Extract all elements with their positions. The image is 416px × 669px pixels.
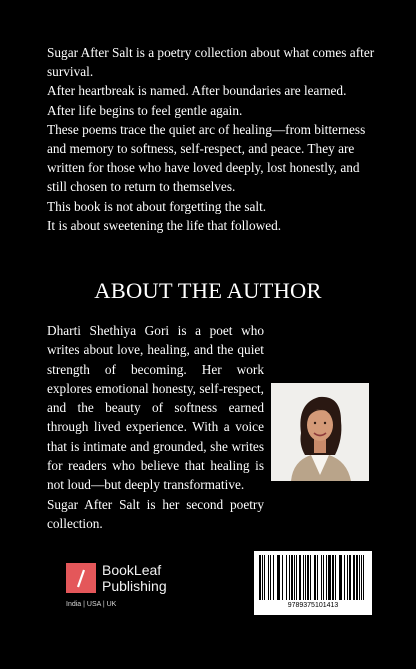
- bio-paragraph: Dharti Shethiya Gori is a poet who writes about love, healing, and the quiet strength of becoming. Her work explores emotional honesty, self-respect, and the beauty of softness earned through lived experience. With a voice that is intimate and grounded, she writes for readers who believe that healing is not loud—but deeply transformative.: [47, 323, 264, 493]
- publisher-name-second-line: Publishing: [102, 578, 167, 594]
- isbn-number: 9789375101413: [287, 602, 339, 609]
- blurb-line: After heartbreak is named. After boundaries are learned. After life begins to feel gentle again.: [47, 83, 347, 118]
- publisher-name: BookLeaf: [102, 562, 162, 578]
- author-portrait-illustration: [271, 383, 369, 481]
- back-cover-blurb: [47, 43, 377, 235]
- blurb-line: It is about sweetening the life that followed.: [47, 217, 282, 233]
- blurb-line: This book is not about forgetting the salt.: [47, 198, 267, 214]
- publisher-regions: India | USA | UK: [66, 601, 117, 608]
- author-bio: [47, 321, 264, 533]
- about-author-heading: ABOUT THE AUTHOR: [94, 278, 322, 303]
- blurb-line: These poems trace the quiet arc of healing—from bitterness and memory to softness, self-respect, and peace. They are written for those who have loved deeply, lost honestly, and still chosen to return to themselves.: [47, 121, 366, 195]
- bio-paragraph: Sugar After Salt is her second poetry collection.: [47, 496, 264, 531]
- blurb-line: Sugar After Salt is a poetry collection about what comes after survival.: [47, 45, 375, 80]
- isbn-barcode: [254, 551, 372, 615]
- publisher-slash-icon: [66, 563, 96, 593]
- publisher-logo: [66, 563, 186, 623]
- author-photo: [271, 383, 369, 481]
- barcode-bars-icon: [259, 555, 367, 600]
